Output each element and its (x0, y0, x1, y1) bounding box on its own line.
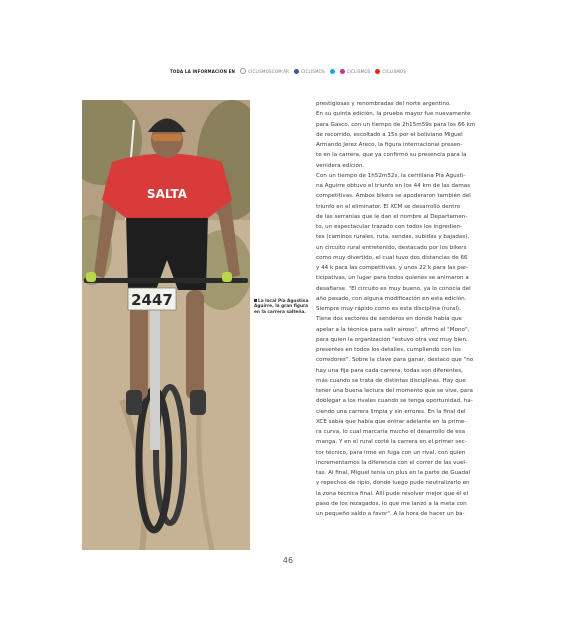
header-lead: TODA LA INFORMACIÓN EN (169, 68, 236, 74)
article-line: presentes en todos los detalles, cumpliendo con los (316, 347, 461, 353)
article-line: En su quinta edición, la prueba mayor fue nuevamente (316, 111, 471, 118)
facebook-icon (294, 69, 299, 74)
caption-marker-icon (254, 299, 257, 302)
article-line: y 44 k para las competitivas, y unos 22 k para las par- (316, 265, 469, 271)
article-line: prestigiosas y renombradas del norte argentino. (316, 101, 452, 107)
article-line: un circuito rural entretenido, destacado por los bikers (316, 244, 467, 251)
article-line: tes (caminos rurales, ruta, sendas, subidas y bajadas), (316, 234, 470, 241)
article-line: desafiarse. "El circuito es muy bueno, ya lo conocía del (316, 285, 471, 292)
globe-icon (240, 68, 246, 74)
cyclist-photo (82, 100, 250, 550)
article-line: Con un tiempo de 1h52m52s, la cerrillana Pía Agusti- (316, 172, 466, 179)
article-line: venidera edición. (316, 162, 365, 169)
social-facebook[interactable] (294, 69, 325, 74)
article-line: Tiene dos sectores de senderos en donde había que (316, 316, 462, 323)
social-instagram[interactable] (340, 69, 371, 74)
article-line: te en la carrera, que ya confirmó su presencia para la (316, 152, 467, 159)
photo-caption (254, 299, 310, 315)
article-line: ciendo una carrera limpia y sin errores. En la final del (316, 408, 466, 415)
social-instagram-label: CICLISMOS (346, 68, 371, 74)
cyclist-illustration (82, 100, 250, 550)
page-number: 46 (282, 556, 294, 565)
article-line: competitivas. Ambos bikers se apoderaron también del (316, 193, 471, 200)
article-line: más cuando se trata de distintas disciplinas. Hay que (316, 377, 466, 384)
article-line: incrementamos la diferencia con el correr de las vuel- (316, 459, 467, 466)
article-line: de recorrido, escoltado a 15s por el boliviano Miguel (316, 131, 463, 138)
article-line: Armando Jerez Areco, la figura internacional presen- (316, 142, 463, 148)
article-line: ticipativas, un lugar para todos quienes se animaron a (316, 275, 469, 282)
youtube-icon (375, 69, 380, 74)
article-line: corredores". Sobre la clave para ganar, destacó que "no (316, 357, 474, 364)
social-web[interactable] (240, 68, 289, 74)
article-line: un pequeño saldo a favor". A la hora de hacer un ba- (316, 511, 465, 517)
instagram-icon (340, 69, 345, 74)
article-line: y repechos de ripio, donde luego pude neutralizarlo en (316, 480, 470, 487)
article-line: doblegar a los rivales cuando se tenga oportunidad, ha- (316, 398, 473, 405)
header-bar (0, 66, 576, 76)
article-line: para quien la organización "estuvo otra vez muy bien, (316, 336, 468, 343)
article-line: to, un espectacular trazado con todos los ingredien- (316, 224, 462, 230)
social-youtube[interactable] (375, 69, 406, 74)
article-line: apelar a la técnica para salir airoso", afirmó el "Mono", (316, 326, 470, 333)
social-facebook-label: CICLISMOS (301, 68, 325, 74)
article-line: la zona técnica final. Allí pude resolver mejor que él el (316, 490, 469, 497)
article-line: hay una fija para cada carrera, todas son diferentes, (316, 367, 463, 374)
twitter-icon (330, 69, 335, 74)
article-line: triunfo en el eliminator. El XCM se desarrolló dentro (316, 203, 461, 210)
plate-number: 2447 (131, 291, 173, 309)
jersey-text: SALTA (146, 187, 188, 201)
article-line: año pasado, con alguna modificación en esta edición. (316, 295, 467, 302)
article-line: manga. Y en el rural corté la carrera en el primer sec- (316, 439, 467, 446)
social-youtube-label: CICLISMOS (382, 68, 407, 74)
article-column (316, 99, 486, 519)
article-line: paso de los rezagados, lo que me lanzó a la meta con (316, 500, 467, 507)
article-line: como muy divertido, el cual tuvo dos distancias de 66 (316, 254, 468, 261)
caption-text: La local Pía Agustina Aguirre, la gran figura en la carrera salteña. (254, 299, 309, 315)
article-line: tor técnico, para irme en fuga con un rival, con quien (316, 449, 466, 456)
article-line: Siempre muy rápido como es esta disciplina (rural). (316, 306, 461, 312)
article-line: tas. Al final, Miguel tenía un plus en la parte de Guadal (316, 470, 471, 476)
social-twitter[interactable] (330, 69, 335, 74)
article-line: tener una buena lectura del momento que se vive, para (316, 388, 473, 394)
article-line: ra curva, lo cual marcaría mucho el desarrollo de esa (316, 429, 466, 435)
social-web-label: CICLISMOSCOM.AR (248, 68, 290, 74)
article-line: de las serranías que le dan el nombre al Departamen- (316, 213, 468, 220)
article-line: para Gasco, con un tiempo de 2h15m59s para los 66 km (316, 121, 476, 128)
article-line: XCE sabía que había que entrar adelante en la prime- (316, 418, 467, 425)
article-line: na Aguirre obtuvo el triunfo en los 44 km de las damas (316, 183, 471, 189)
